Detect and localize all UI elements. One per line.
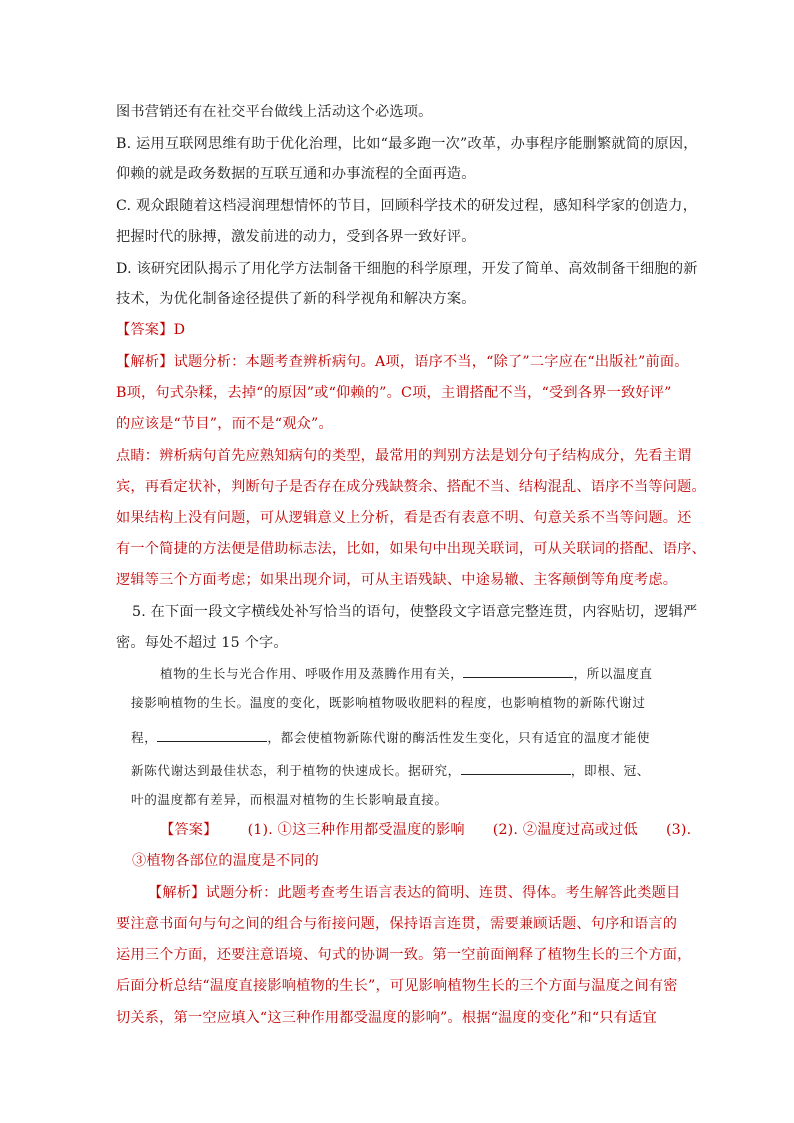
tip-line-4: 有一个简捷的方法便是借助标志法，比如，如果句中出现关联词，可从关联词的搭配、语序、	[116, 541, 706, 557]
answer-3: (3).	[665, 822, 692, 838]
answer-value: D	[173, 322, 186, 338]
tip-line-5: 逻辑等三个方面考虑；如果出现介词，可从主语残缺、中途易辙、主客颠倒等角度考虑。	[116, 572, 678, 588]
option-c-line-1: C. 观众跟随着这档浸润理想情怀的节目，回顾科学技术的研发过程，感知科学家的创造力，	[116, 198, 698, 214]
analysis-label: 【解析】	[148, 885, 206, 901]
passage-line-3: 程， ，都会使植物新陈代谢的酶活性发生变化，只有适宜的温度才能使	[131, 727, 650, 747]
answer-2: (2). ②温度过高或过低	[492, 822, 638, 838]
tip-line-3: 如果结构上没有问题，可从逻辑意义上分析，看是否有表意不明、句意关系不当等问题。还	[116, 510, 692, 526]
blank-2[interactable]	[157, 727, 267, 742]
answer-1: (1). ①这三种作用都受温度的影响	[247, 822, 465, 838]
q5-analysis-line-2: 要注意书面句与句之间的组合与衔接问题，保持语言连贯，需要兼顾话题、句序和语言的	[116, 916, 678, 932]
q5-stem-line-1: 5. 在下面一段文字横线处补写恰当的语句，使整段文字语意完整连贯，内容贴切，逻辑严	[132, 604, 698, 620]
option-b-line-1: B. 运用互联网思维有助于优化治理，比如“最多跑一次”改革，办事程序能删繁就简的原因，	[116, 136, 698, 152]
option-d-line-2: 技术，为优化制备途径提供了新的科学视角和解决方案。	[116, 291, 476, 307]
answer-label: 【答案】	[116, 322, 174, 338]
q5-answer-line-1	[160, 820, 691, 840]
q5-analysis-line-1: 【解析】试题分析：此题考查考生语言表达的简明、连贯、得体。考生解答此类题目	[148, 885, 681, 901]
tip-line-2: 宾，再看定状补，判断句子是否存在成分残缺赘余、搭配不当、结构混乱、语序不当等问题。	[116, 479, 706, 495]
q5-analysis-line-4: 后面分析总结“温度直接影响植物的生长”，可见影响植物生长的三个方面与温度之间有密	[116, 978, 678, 994]
q4-analysis-line-1	[116, 352, 689, 372]
q5-analysis-line-3: 运用三个方面，还要注意语境、句式的协调一致。第一空前面阐释了植物生长的三个方面，	[116, 947, 692, 963]
passage-line-5: 叶的温度都有差异，而根温对植物的生长影响最直接。	[131, 792, 448, 807]
q5-analysis-line-5: 切关系，第一空应填入“这三种作用都受温度的影响”。根据“温度的变化”和“只有适宜	[116, 1010, 657, 1026]
passage-line-2: 接影响植物的生长。温度的变化，既影响植物吸收肥料的程度，也影响植物的新陈代谢过	[131, 695, 646, 710]
passage-line-4: 新陈代谢达到最佳状态，利于植物的快速成长。据研究， ，即根、冠、	[131, 760, 650, 780]
blank-3[interactable]	[461, 760, 571, 775]
answer-label: 【答案】	[160, 822, 218, 838]
analysis-text: 试题分析：本题考查辨析病句。A项，语序不当，“除了”二字应在“出版社”前面。	[173, 354, 689, 370]
q4-analysis-line-2: B项，句式杂糅，去掉“的原因”或“仰赖的”。C项，主谓搭配不当，“受到各界一致好评”	[116, 385, 672, 401]
blank-1[interactable]	[463, 663, 573, 678]
q4-continuation-line: 图书营销还有在社交平台做线上活动这个必选项。	[116, 104, 433, 120]
q5-stem-line-2: 密。每处不超过 15 个字。	[116, 635, 288, 651]
option-b-line-2: 仰赖的就是政务数据的互联互通和办事流程的全面再造。	[116, 166, 476, 182]
q4-answer	[116, 320, 185, 340]
q5-answer-line-2: ③植物各部位的温度是不同的	[132, 853, 320, 869]
tip-line-1: 点睛：辨析病句首先应熟知病句的类型，最常用的判别方法是划分句子结构成分，先看主谓	[116, 448, 692, 464]
q4-analysis-line-3: 的应该是“节目”，而不是“观众”。	[116, 416, 333, 432]
analysis-label: 【解析】	[116, 354, 174, 370]
passage-line-1: 植物的生长与光合作用、呼吸作用及蒸腾作用有关， ，所以温度直	[160, 663, 653, 683]
option-d-line-1: D. 该研究团队揭示了用化学方法制备干细胞的科学原理，开发了简单、高效制备干细胞的新	[116, 261, 698, 277]
option-c-line-2: 把握时代的脉搏，激发前进的动力，受到各界一致好评。	[116, 229, 476, 245]
